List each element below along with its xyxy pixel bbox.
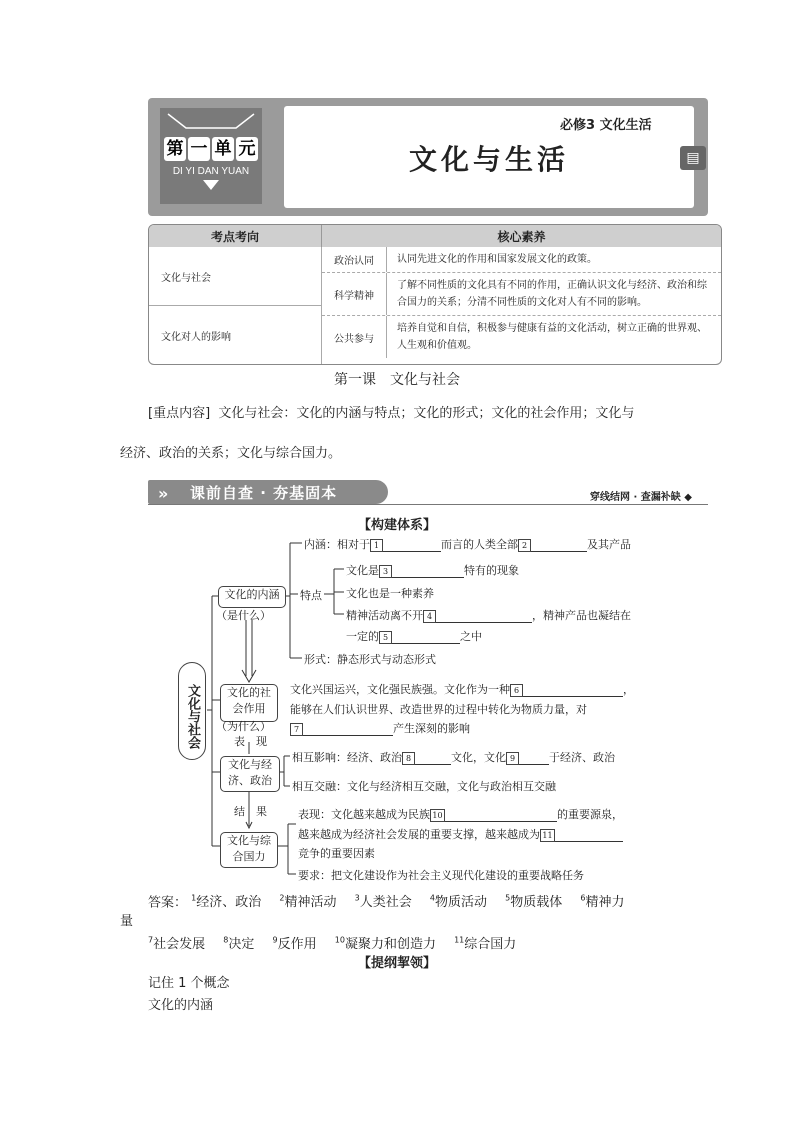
mindmap-arrow-label: 结 果: [234, 805, 267, 818]
mindmap-root: 文化与社会: [178, 662, 206, 760]
blank-number: 8: [402, 752, 415, 765]
lesson-title: 第一课 文化与社会: [334, 372, 460, 388]
key-content-text: 文化与社会：文化的内涵与特点；文化的形式；文化的社会作用；文化与: [218, 406, 635, 421]
social-role-line: [290, 720, 470, 736]
text: 特有的现象: [464, 564, 519, 577]
answer-number: 1: [191, 894, 197, 903]
mindmap-box-sub: （是什么）: [216, 609, 271, 622]
text: 而言的人类全部: [441, 538, 518, 551]
remember-line: 记住 1 个概念: [148, 976, 230, 991]
answer-item: [191, 895, 261, 910]
page-title: 文化与生活: [408, 143, 569, 176]
text: 产生深刻的影响: [393, 722, 470, 735]
tedian-label: 特点: [300, 589, 322, 602]
answer-number: 2: [279, 894, 285, 903]
answer-number: 7: [148, 936, 154, 945]
form-line: 形式：静态形式与动态形式: [304, 653, 436, 666]
answer-number: 3: [354, 894, 360, 903]
build-system-title: 【构建体系】: [357, 518, 436, 533]
answer-item: [430, 895, 487, 910]
answer-text: 决定: [228, 937, 255, 953]
book-search-icon: ▤: [680, 146, 706, 170]
answer-number: 11: [454, 936, 465, 945]
neihan-line: [304, 536, 631, 552]
answer-text: 凝聚力和创造力: [344, 937, 436, 953]
col-header-literacy: 核心素养: [497, 229, 546, 244]
blank-number: 7: [290, 723, 303, 736]
power-line: [298, 826, 623, 842]
box-line: 文化的社: [227, 686, 271, 699]
row-label: 公共参与: [322, 316, 387, 358]
unit-char: 一: [188, 137, 210, 161]
answer-item: [454, 937, 516, 952]
unit-pinyin: DI YI DAN YUAN: [172, 166, 250, 177]
text: 及其产品: [587, 538, 631, 551]
blank-number: 4: [423, 610, 436, 623]
answer-text: 物质活动: [435, 895, 488, 911]
answer-item: [335, 937, 436, 952]
box-line: 济、政治: [228, 774, 272, 787]
answer-number: 6: [580, 894, 586, 903]
answer-text: 反作用: [277, 937, 317, 953]
mindmap-box-national-power: [220, 832, 278, 868]
unit-char: 第: [164, 137, 186, 161]
answer-item: [355, 895, 412, 910]
answer-number: 4: [429, 894, 435, 903]
text: 内涵：相对于: [304, 538, 370, 551]
box-line: 文化与综: [227, 834, 271, 847]
text: 相互影响：经济、政治: [292, 751, 402, 764]
social-role-line: 能够在人们认识世界、改造世界的过程中转化为物质力量，对: [290, 703, 587, 716]
text: 文化，文化: [451, 751, 506, 764]
answers-label: 答案：: [148, 895, 188, 911]
text: 文化是: [346, 564, 379, 577]
power-line: 要求：把文化建设作为社会主义现代化建设的重要战略任务: [298, 869, 584, 882]
answer-wrap: 量: [120, 914, 134, 929]
text: 表现：文化越来越成为民族: [298, 808, 430, 821]
answer-item: [148, 937, 205, 952]
tedian-line: [346, 607, 631, 623]
tedian-line: [346, 562, 519, 578]
double-chevron-icon: »: [158, 484, 169, 503]
blank-number: 11: [540, 829, 555, 842]
key-content-label: [重点内容]: [148, 406, 211, 421]
mindmap-box-inner-meaning: 文化的内涵: [218, 586, 286, 608]
topic-cell: 文化对人的影响: [161, 331, 231, 343]
mindmap-box-sub: （为什么）: [216, 720, 271, 733]
row-label: 政治认同: [322, 247, 387, 272]
answer-item: [580, 895, 624, 910]
col-header-topics: 考点考向: [149, 225, 322, 247]
section-title: 课前自查 · 夯基固本: [190, 484, 338, 502]
row-text: 培养自觉和自信，积极参与健康有益的文化活动，树立正确的世界观、人生观和价值观。: [397, 323, 707, 351]
blank-number: 9: [506, 752, 519, 765]
fill-blank[interactable]: [303, 723, 393, 736]
blank-number: 5: [379, 631, 392, 644]
topic-cell: 文化与社会: [149, 247, 321, 306]
unit-char: 元: [236, 137, 258, 161]
fill-blank[interactable]: [531, 539, 587, 552]
mindmap-arrow-label: 表 现: [234, 735, 267, 748]
blank-number: 2: [518, 539, 531, 552]
power-line: [298, 806, 623, 822]
answer-text: 精神力: [585, 895, 625, 911]
fill-blank[interactable]: [519, 752, 549, 765]
answer-text: 社会发展: [153, 937, 206, 953]
box-line: 会作用: [232, 702, 266, 715]
blank-number: 6: [510, 684, 523, 697]
answer-number: 9: [272, 936, 278, 945]
fill-blank[interactable]: [436, 610, 532, 623]
outline-title: 【提纲挈领】: [357, 956, 436, 971]
mindmap-box-social-role: [220, 684, 278, 722]
answer-item: [273, 937, 317, 952]
text: 的重要源泉，: [557, 808, 623, 821]
key-content-line2: 经济、政治的关系；文化与综合国力。: [120, 446, 342, 461]
text: 文化兴国运兴，文化强民族强。文化作为一种: [290, 683, 510, 696]
power-line: 竞争的重要因素: [298, 847, 375, 860]
answer-item: [223, 937, 254, 952]
box-line: 合国力: [232, 850, 266, 863]
answer-item: [279, 895, 336, 910]
fill-blank[interactable]: [523, 684, 623, 697]
blank-number: 1: [370, 539, 383, 552]
answer-number: 5: [505, 894, 511, 903]
answer-text: 人类社会: [359, 895, 412, 911]
answer-text: 经济、政治: [196, 895, 262, 911]
mindmap-box-economy-politics: [220, 756, 280, 792]
unit-char: 单: [212, 137, 234, 161]
answer-text: 综合国力: [464, 937, 517, 953]
diamond-icon: ◆: [684, 492, 692, 503]
fill-blank[interactable]: [392, 565, 464, 578]
row-text: 认同先进文化的作用和国家发展文化的政策。: [397, 254, 597, 265]
fill-blank[interactable]: [555, 829, 623, 842]
econ-line: 相互交融：文化与经济相互交融，文化与政治相互交融: [292, 780, 556, 793]
text: 越来越成为经济社会发展的重要支撑，越来越成为: [298, 828, 540, 841]
text: 之中: [460, 630, 482, 643]
concept-line: 文化的内涵: [148, 998, 214, 1013]
answer-number: 10: [334, 936, 345, 945]
text: 一定的: [346, 630, 379, 643]
book-subtitle: 必修3 文化生活: [560, 118, 652, 133]
fill-blank[interactable]: [445, 809, 557, 822]
answer-number: 8: [223, 936, 229, 945]
answer-item: [505, 895, 562, 910]
row-label: 科学精神: [322, 273, 387, 315]
tedian-line: 文化也是一种素养: [346, 587, 434, 600]
answers: [148, 888, 688, 914]
answer-text: 物质载体: [510, 895, 563, 911]
blank-number: 10: [430, 809, 445, 822]
text: 于经济、政治: [549, 751, 615, 764]
fill-blank[interactable]: [383, 539, 441, 552]
econ-line: [292, 749, 615, 765]
text: ，精神产品也凝结在: [532, 609, 631, 622]
social-role-line: 文化兴国运兴，文化强民族强。文化作为一种 6 ，: [290, 683, 634, 696]
tedian-line: [346, 628, 482, 644]
row-text: 了解不同性质的文化具有不同的作用，正确认识文化与经济、政治和综合国力的关系；分清不同性质的文化对人有不同的影响。: [397, 280, 707, 308]
fill-blank[interactable]: [415, 752, 451, 765]
answer-text: 精神活动: [284, 895, 337, 911]
fill-blank[interactable]: [392, 631, 460, 644]
box-line: 文化与经: [228, 758, 272, 771]
section-subtitle-text: 穿线结网 · 查漏补缺: [590, 492, 681, 503]
text: 精神活动离不开: [346, 609, 423, 622]
blank-number: 3: [379, 565, 392, 578]
